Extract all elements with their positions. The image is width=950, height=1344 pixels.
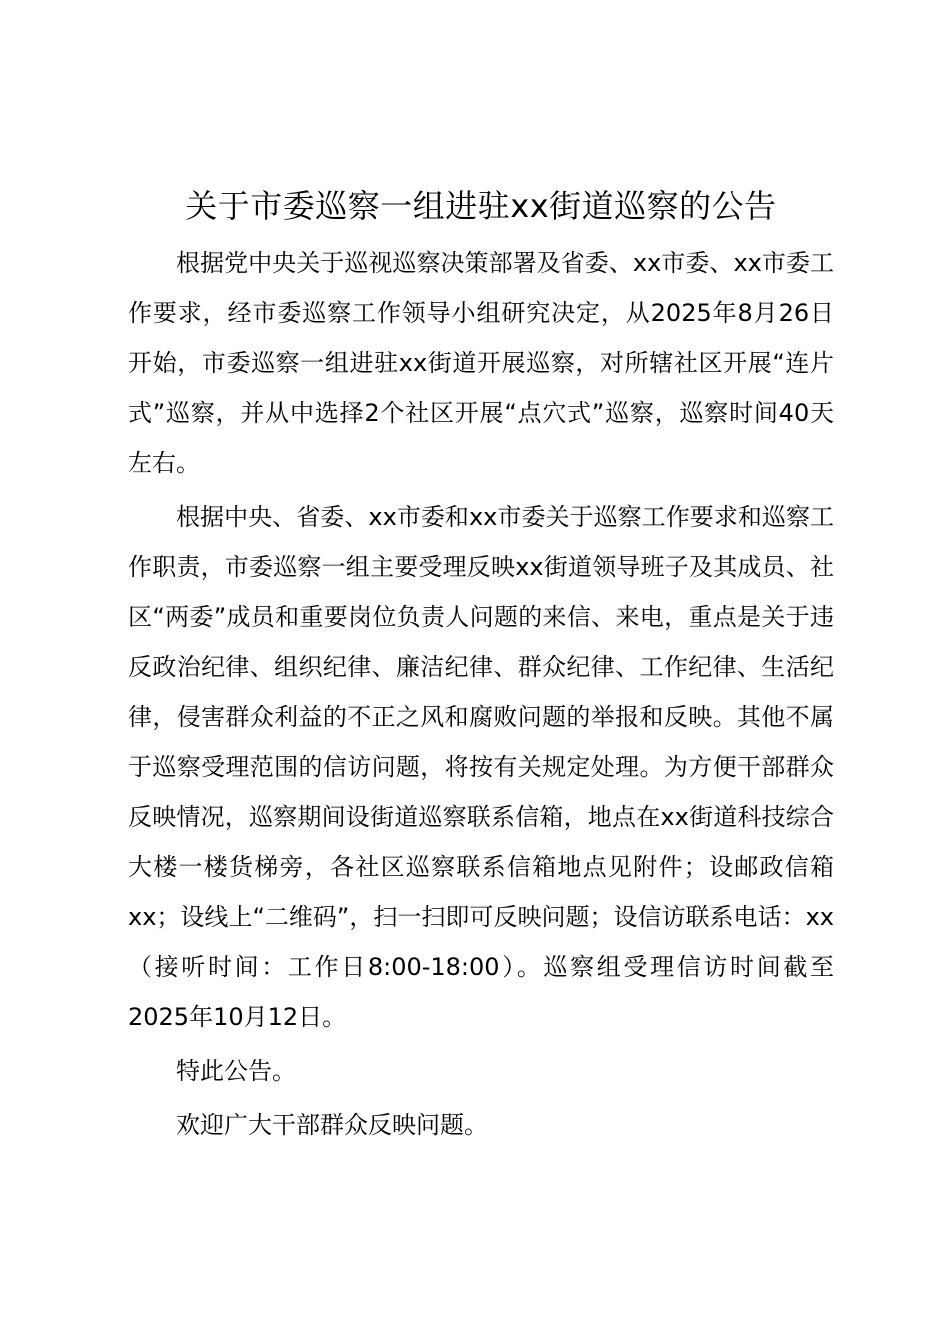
document-page: [128, 178, 834, 1150]
paragraph-complaint-channels: 根据中央、省委、xx市委和xx市委关于巡察工作要求和巡察工作职责，市委巡察一组主要受理反映xx街道领导班子及其成员、社区“两委”成员和重要岗位负责人问题的来信、来电，重点是关于违反政治纪律、组织纪律、廉洁纪律、群众纪律、工作纪律、生活纪律，侵害群众利益的不正之风和腐败问题的举报和反映。其他不属于巡察受理范围的信访问题，将按有关规定处理。为方便干部群众反映情况，巡察期间设街道巡察联系信箱，地点在xx街道科技综合大楼一楼货梯旁，各社区巡察联系信箱地点见附件；设邮政信箱xx；设线上“二维码”，扫一扫即可反映问题；设信访联系电话：xx（接听时间：工作日8:00-18:00）。巡察组受理信访时间截至2025年10月12日。: [128, 503, 834, 1031]
closing-announcement: 特此公告。: [176, 1057, 296, 1085]
paragraph-inspection-notice: 根据党中央关于巡视巡察决策部署及省委、xx市委、xx市委工作要求，经市委巡察工作领导小组研究决定，从2025年8月26日开始，市委巡察一组进驻xx街道开展巡察，对所辖社区开展“连片式”巡察，并从中选择2个社区开展“点穴式”巡察，巡察时间40天左右。: [128, 249, 834, 477]
closing-welcome: 欢迎广大干部群众反映问题。: [176, 1111, 488, 1139]
document-title: 关于市委巡察一组进驻xx街道巡察的公告: [185, 187, 777, 225]
